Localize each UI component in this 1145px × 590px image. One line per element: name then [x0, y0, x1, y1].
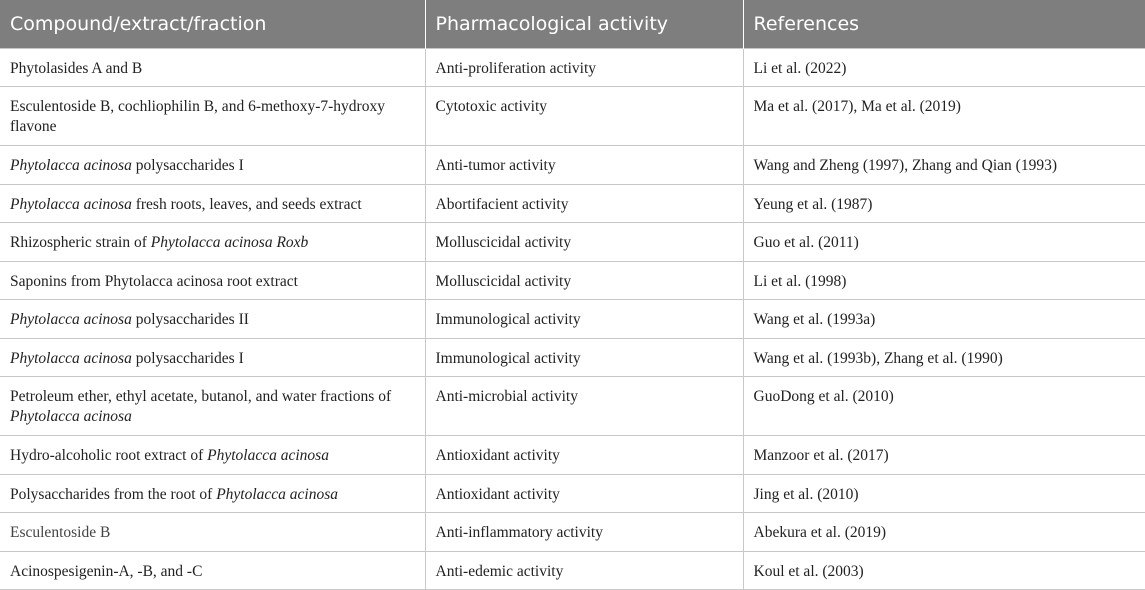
compound-cell: Hydro-alcoholic root extract of Phytolacca acinosa: [0, 436, 425, 475]
compound-cell: Petroleum ether, ethyl acetate, butanol, and water fractions of Phytolacca acinosa: [0, 377, 425, 436]
activity-cell: Cytotoxic activity: [425, 87, 743, 146]
table-row: [0, 474, 1145, 513]
header-compound: Compound/extract/fraction: [0, 0, 425, 48]
reference-cell: Manzoor et al. (2017): [743, 436, 1145, 475]
table-row: [0, 48, 1145, 87]
reference-cell: Wang et al. (1993a): [743, 300, 1145, 339]
compound-cell: Phytolasides A and B: [0, 48, 425, 87]
table-row: [0, 551, 1145, 590]
table-row: [0, 184, 1145, 223]
table-row: [0, 436, 1145, 475]
compound-cell: Saponins from Phytolacca acinosa root extract: [0, 261, 425, 300]
activity-cell: Anti-tumor activity: [425, 146, 743, 185]
compound-cell: Phytolacca acinosa fresh roots, leaves, and seeds extract: [0, 184, 425, 223]
table-row: [0, 146, 1145, 185]
compound-cell: Phytolacca acinosa polysaccharides II: [0, 300, 425, 339]
activity-cell: Molluscicidal activity: [425, 261, 743, 300]
compound-cell: Esculentoside B, cochliophilin B, and 6-methoxy-7-hydroxy flavone: [0, 87, 425, 146]
reference-cell: Ma et al. (2017), Ma et al. (2019): [743, 87, 1145, 146]
reference-cell: Li et al. (1998): [743, 261, 1145, 300]
reference-cell: Yeung et al. (1987): [743, 184, 1145, 223]
activity-cell: Anti-inflammatory activity: [425, 513, 743, 552]
table-row: [0, 513, 1145, 552]
compound-cell: Phytolacca acinosa polysaccharides I: [0, 338, 425, 377]
table-row: [0, 87, 1145, 146]
reference-cell: GuoDong et al. (2010): [743, 377, 1145, 436]
reference-cell: Koul et al. (2003): [743, 551, 1145, 590]
activity-cell: Antioxidant activity: [425, 474, 743, 513]
table-row: [0, 300, 1145, 339]
reference-cell: Wang and Zheng (1997), Zhang and Qian (1993): [743, 146, 1145, 185]
compound-cell: Esculentoside B: [0, 513, 425, 552]
compound-cell: Rhizospheric strain of Phytolacca acinosa Roxb: [0, 223, 425, 262]
table-row: [0, 261, 1145, 300]
header-row: [0, 0, 1145, 48]
activity-cell: Anti-edemic activity: [425, 551, 743, 590]
activity-cell: Molluscicidal activity: [425, 223, 743, 262]
reference-cell: Guo et al. (2011): [743, 223, 1145, 262]
activity-cell: Anti-proliferation activity: [425, 48, 743, 87]
reference-cell: Jing et al. (2010): [743, 474, 1145, 513]
activity-cell: Immunological activity: [425, 338, 743, 377]
activity-cell: Anti-microbial activity: [425, 377, 743, 436]
activity-cell: Antioxidant activity: [425, 436, 743, 475]
activity-cell: Immunological activity: [425, 300, 743, 339]
reference-cell: Li et al. (2022): [743, 48, 1145, 87]
header-references: References: [743, 0, 1145, 48]
table-row: [0, 338, 1145, 377]
compound-cell: Phytolacca acinosa polysaccharides I: [0, 146, 425, 185]
header-activity: Pharmacological activity: [425, 0, 743, 48]
activity-cell: Abortifacient activity: [425, 184, 743, 223]
table-row: [0, 223, 1145, 262]
compound-cell: Acinospesigenin-A, -B, and -C: [0, 551, 425, 590]
compound-cell: Polysaccharides from the root of Phytolacca acinosa: [0, 474, 425, 513]
reference-cell: Abekura et al. (2019): [743, 513, 1145, 552]
table-row: [0, 377, 1145, 436]
reference-cell: Wang et al. (1993b), Zhang et al. (1990): [743, 338, 1145, 377]
